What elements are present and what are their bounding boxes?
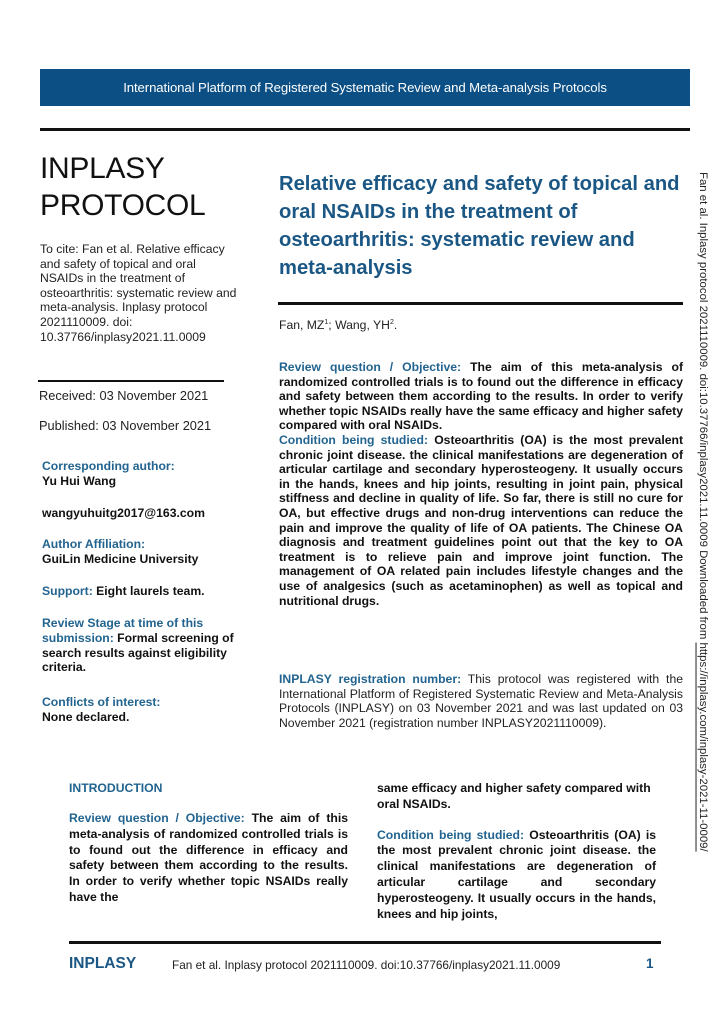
footer-divider <box>69 941 661 944</box>
citation-block: To cite: Fan et al. Relative efficacy and safety of topical and oral NSAIDs in the treatment of osteoarthritis: systematic review and meta-analysis. Inplasy protocol 2021110009. doi: 10.37766/inplasy2021.11.0009 <box>40 242 237 344</box>
review-stage-label: Review Stage at time of this submission: <box>42 616 204 645</box>
brand-line-1: INPLASY <box>40 152 165 185</box>
page-number: 1 <box>646 956 654 971</box>
author-list <box>279 318 397 332</box>
published-date: Published: 03 November 2021 <box>39 418 212 433</box>
registration-label: INPLASY registration number: <box>279 672 462 686</box>
introduction-column-2 <box>377 781 656 922</box>
download-margin-note <box>697 172 709 852</box>
support-label: Support: <box>42 584 93 598</box>
support <box>42 584 242 599</box>
footer-brand: INPLASY <box>69 955 137 972</box>
conflicts-label: Conflicts of interest: <box>42 695 161 709</box>
abstract-condition-label: Condition being studied: <box>279 432 429 447</box>
margin-note-text: Fan et al. Inplasy protocol 2021110009. doi:10.37766/inplasy2021.11.0009 Downloaded from <box>697 172 709 643</box>
abstract-condition-text: Osteoarthritis (OA) is the most prevalent chronic joint disease. the clinical manifestations are degeneration of articular cartilage and secondary hyperosteogeny. It usually occurs in the hands, knees and hip joints, resulting in joint pain, physical stiffness and decline in quality of life. So far, there is still no cure for OA, but effective drugs and non-drug interventions can reduce the pain and improve the quality of life of OA patients. The Chinese OA diagnosis and treatment guidelines point out that the key to OA treatment is to relieve pain and improve joint function. The management of OA related pain includes lifestyle changes and the use of analgesics (such as acetaminophen) as well as topical and nutritional drugs. <box>279 432 683 608</box>
affiliation-label: Author Affiliation: <box>42 537 146 551</box>
abstract-condition <box>279 433 683 608</box>
intro-objective-label: Review question / Objective: <box>69 811 245 825</box>
conflicts-of-interest <box>42 695 242 725</box>
header-banner <box>40 69 690 106</box>
corresponding-author <box>42 459 242 489</box>
registration-text: This protocol was registered with the International Platform of Registered Systematic Review and Meta-Analysis Protocols (INPLASY) on 03 November 2021 and was last updated on 03 November 2021 (registration number INPLASY2021110009). <box>279 672 683 730</box>
author-separator: ; <box>328 318 336 332</box>
review-stage <box>42 616 242 675</box>
author-email[interactable]: wangyuhuitg2017@163.com <box>42 506 205 520</box>
article-title: Relative efficacy and safety of topical and oral NSAIDs in the treatment of osteoarthritis: systematic review and meta-analysis <box>279 173 680 279</box>
received-date: Received: 03 November 2021 <box>39 388 209 403</box>
protocol-brand-title <box>40 150 205 224</box>
intro-objective-text: The aim of this meta-analysis of randomized controlled trials is to found out the difference in efficacy and safety between them according to the results. In order to verify whether topic NSAIDs really have the <box>69 811 348 904</box>
abstract-objective-text: The aim of this meta-analysis of randomized controlled trials is to found out the difference in efficacy and safety between them according to the results. In order to verify whether topic NSAIDs really have the same efficacy and higher safety compared with oral NSAIDs. <box>279 360 683 433</box>
affiliation-value: GuiLin Medicine University <box>42 551 199 566</box>
introduction-column-1 <box>69 811 348 906</box>
intro-objective-text-continued: same efficacy and higher safety compared with oral NSAIDs. <box>377 781 651 811</box>
corresponding-author-name: Yu Hui Wang <box>42 473 117 488</box>
author-1: Fan, MZ <box>279 318 325 332</box>
sidebar-divider <box>38 380 224 382</box>
download-link[interactable]: https://inplasy.com/inplasy-2021-11-0009/ <box>697 642 709 852</box>
review-stage-value: Formal screening of search results against eligibility criteria. <box>42 630 234 675</box>
intro-condition-label: Condition being studied: <box>377 827 525 842</box>
abstract-objective-label: Review question / Objective: <box>279 360 462 374</box>
author-2: Wang, YH <box>335 318 390 332</box>
corresponding-author-label: Corresponding author: <box>42 459 175 473</box>
author-1-affiliation-mark: 1 <box>324 318 329 326</box>
banner-text: International Platform of Registered Systematic Review and Meta-analysis Protocols <box>123 80 607 95</box>
title-divider <box>278 302 683 305</box>
abstract-objective <box>279 360 683 433</box>
support-value: Eight laurels team. <box>96 584 205 598</box>
author-affiliation <box>42 537 242 567</box>
header-divider <box>40 128 690 131</box>
footer-citation: Fan et al. Inplasy protocol 2021110009. doi:10.37766/inplasy2021.11.0009 <box>172 958 561 972</box>
author-2-affiliation-mark: 2 <box>389 318 394 326</box>
abstract <box>279 360 683 608</box>
intro-condition-text: Osteoarthritis (OA) is the most prevalent chronic joint disease. the clinical manifestations are degeneration of articular cartilage and secondary hyperosteogeny. It usually occurs in the hands, knees and hip joints, <box>377 827 656 921</box>
brand-line-2: PROTOCOL <box>40 189 206 222</box>
registration-info <box>279 672 683 730</box>
introduction-heading: INTRODUCTION <box>69 781 163 795</box>
author-list-end: . <box>393 318 398 332</box>
intro-condition <box>377 828 656 923</box>
conflicts-value: None declared. <box>42 709 130 724</box>
